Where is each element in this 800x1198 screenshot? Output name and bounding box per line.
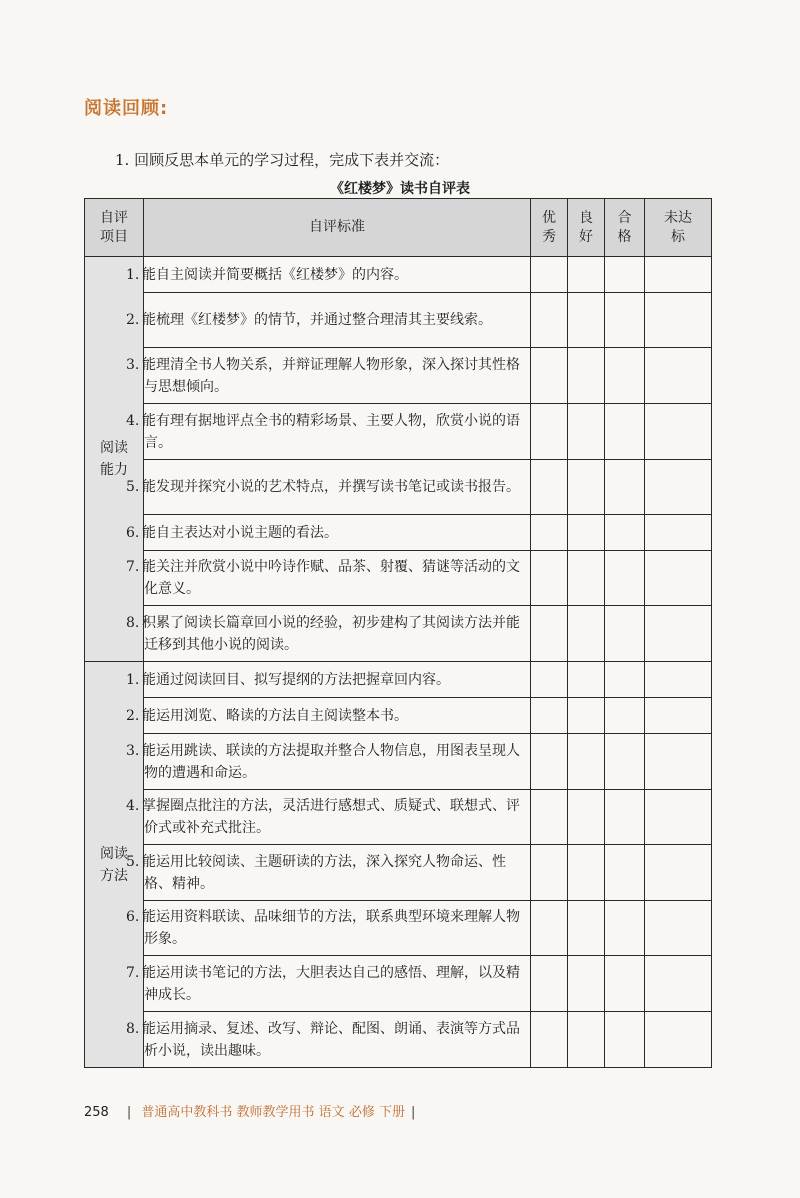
rating-good-cell[interactable] (568, 293, 605, 348)
rating-fail-cell[interactable] (645, 790, 712, 845)
table-row (85, 515, 712, 551)
self-evaluation-table (84, 198, 712, 1068)
rating-good-cell[interactable] (568, 1012, 605, 1068)
header-fail: 未达 标 (645, 199, 712, 257)
table-title: 《红楼梦》读书自评表 (330, 181, 470, 197)
header-excellent: 优 秀 (531, 199, 568, 257)
criterion-number: 7. (126, 964, 140, 981)
header-criteria: 自评标准 (144, 199, 531, 257)
criterion-text: 能运用比较阅读、主题研读的方法，深入探究人物命运、性格、精神。 (142, 853, 506, 892)
table-row (85, 662, 712, 698)
criterion-number: 4. (126, 412, 140, 429)
criterion-cell (126, 845, 531, 901)
rating-good-cell[interactable] (568, 662, 605, 698)
rating-excellent-cell[interactable] (531, 348, 568, 404)
criterion-number: 8. (126, 614, 140, 631)
rating-good-cell[interactable] (568, 901, 605, 956)
criterion-cell (126, 734, 531, 790)
rating-good-cell[interactable] (568, 790, 605, 845)
criterion-text: 能通过阅读回目、拟写提纲的方法把握章回内容。 (142, 671, 450, 688)
criterion-cell (126, 956, 531, 1012)
rating-fail-cell[interactable] (645, 956, 712, 1012)
table-row (85, 460, 712, 515)
group-label-line: 阅读 (100, 845, 128, 862)
criterion-number: 3. (126, 356, 140, 373)
table-row (85, 606, 712, 662)
group-label-line: 方法 (100, 867, 128, 884)
criterion-cell (126, 348, 531, 404)
rating-excellent-cell[interactable] (531, 515, 568, 551)
rating-excellent-cell[interactable] (531, 1012, 568, 1068)
rating-good-cell[interactable] (568, 515, 605, 551)
table-row (85, 956, 712, 1012)
criterion-cell (126, 293, 531, 348)
rating-excellent-cell[interactable] (531, 662, 568, 698)
rating-good-cell[interactable] (568, 551, 605, 606)
rating-pass-cell[interactable] (605, 293, 645, 348)
rating-good-cell[interactable] (568, 698, 605, 734)
criterion-cell (126, 790, 531, 845)
criterion-cell (126, 257, 531, 293)
table-header-row (85, 199, 712, 257)
rating-fail-cell[interactable] (645, 515, 712, 551)
rating-fail-cell[interactable] (645, 460, 712, 515)
criterion-number: 2. (126, 312, 140, 328)
rating-fail-cell[interactable] (645, 1012, 712, 1068)
rating-good-cell[interactable] (568, 257, 605, 293)
rating-good-cell[interactable] (568, 460, 605, 515)
criterion-cell (126, 515, 531, 551)
criterion-cell (126, 1012, 531, 1068)
header-pass: 合 格 (605, 199, 645, 257)
rating-excellent-cell[interactable] (531, 551, 568, 606)
rating-pass-cell[interactable] (605, 790, 645, 845)
rating-good-cell[interactable] (568, 606, 605, 662)
rating-excellent-cell[interactable] (531, 606, 568, 662)
footer-separator: | (410, 1105, 416, 1120)
criterion-cell (126, 606, 531, 662)
criterion-text: 能理清全书人物关系，并辩证理解人物形象，深入探讨其性格与思想倾向。 (142, 356, 520, 395)
table-row (85, 348, 712, 404)
criterion-cell (126, 662, 531, 698)
criterion-text: 积累了阅读长篇章回小说的经验，初步建构了其阅读方法并能迁移到其他小说的阅读。 (142, 614, 520, 653)
rating-excellent-cell[interactable] (531, 901, 568, 956)
criterion-number: 1. (126, 671, 140, 688)
table-body (85, 257, 712, 1068)
rating-excellent-cell[interactable] (531, 790, 568, 845)
criterion-text: 能自主阅读并简要概括《红楼梦》的内容。 (142, 266, 408, 283)
rating-pass-cell[interactable] (605, 551, 645, 606)
rating-fail-cell[interactable] (645, 845, 712, 901)
criterion-text: 能运用跳读、联读的方法提取并整合人物信息，用图表呈现人物的遭遇和命运。 (142, 742, 520, 781)
rating-pass-cell[interactable] (605, 257, 645, 293)
table-row (85, 293, 712, 348)
rating-fail-cell[interactable] (645, 606, 712, 662)
table-row (85, 257, 712, 293)
rating-good-cell[interactable] (568, 734, 605, 790)
table-row (85, 698, 712, 734)
table-row (85, 551, 712, 606)
rating-good-cell[interactable] (568, 956, 605, 1012)
rating-fail-cell[interactable] (645, 348, 712, 404)
criterion-text: 能运用浏览、略读的方法自主阅读整本书。 (142, 707, 408, 724)
criterion-number: 5. (126, 479, 140, 495)
criterion-cell (126, 404, 531, 460)
rating-fail-cell[interactable] (645, 901, 712, 956)
rating-fail-cell[interactable] (645, 734, 712, 790)
page-number: 258 (84, 1105, 109, 1120)
rating-pass-cell[interactable] (605, 845, 645, 901)
criterion-text: 能运用读书笔记的方法，大胆表达自己的感悟、理解，以及精神成长。 (142, 964, 520, 1003)
rating-fail-cell[interactable] (645, 293, 712, 348)
criterion-number: 6. (126, 524, 140, 541)
rating-excellent-cell[interactable] (531, 845, 568, 901)
criterion-number: 3. (126, 742, 140, 759)
table-row (85, 790, 712, 845)
rating-pass-cell[interactable] (605, 1012, 645, 1068)
footer-book-type: 教师教学用书 (236, 1105, 315, 1120)
criterion-cell (126, 460, 531, 515)
rating-pass-cell[interactable] (605, 662, 645, 698)
footer-book-series: 普通高中教科书 (141, 1105, 233, 1120)
rating-excellent-cell[interactable] (531, 460, 568, 515)
rating-pass-cell[interactable] (605, 515, 645, 551)
rating-excellent-cell[interactable] (531, 734, 568, 790)
criterion-number: 5. (126, 853, 140, 870)
criterion-text: 能有理有据地评点全书的精彩场景、主要人物，欣赏小说的语言。 (142, 412, 520, 451)
rating-pass-cell[interactable] (605, 698, 645, 734)
rating-excellent-cell[interactable] (531, 698, 568, 734)
header-item: 自评 项目 (85, 199, 144, 257)
table-row (85, 1012, 712, 1068)
criterion-cell (126, 901, 531, 956)
criterion-text: 能梳理《红楼梦》的情节，并通过整合理清其主要线索。 (142, 312, 492, 328)
rating-fail-cell[interactable] (645, 551, 712, 606)
page-footer (84, 1101, 421, 1120)
table-row (85, 404, 712, 460)
criterion-text: 能运用摘录、复述、改写、辩论、配图、朗诵、表演等方式品析小说，读出趣味。 (142, 1020, 520, 1059)
footer-separator: | (126, 1105, 132, 1120)
instruction-text: 1. 回顾反思本单元的学习过程，完成下表并交流： (115, 151, 450, 169)
rating-pass-cell[interactable] (605, 901, 645, 956)
rating-excellent-cell[interactable] (531, 257, 568, 293)
table-row (85, 845, 712, 901)
rating-pass-cell[interactable] (605, 956, 645, 1012)
rating-fail-cell[interactable] (645, 662, 712, 698)
rating-pass-cell[interactable] (605, 460, 645, 515)
criterion-cell (126, 698, 531, 734)
footer-subject: 语文 (318, 1105, 345, 1120)
criterion-number: 8. (126, 1020, 140, 1037)
rating-fail-cell[interactable] (645, 698, 712, 734)
section-heading: 阅读回顾: (84, 98, 169, 119)
criterion-text: 能运用资料联读、品味细节的方法，联系典型环境来理解人物形象。 (142, 909, 520, 947)
criterion-number: 7. (126, 559, 140, 575)
rating-good-cell[interactable] (568, 348, 605, 404)
criterion-text: 能自主表达对小说主题的看法。 (142, 524, 338, 541)
rating-good-cell[interactable] (568, 404, 605, 460)
rating-fail-cell[interactable] (645, 404, 712, 460)
group-label-line: 能力 (100, 462, 128, 478)
rating-pass-cell[interactable] (605, 606, 645, 662)
criterion-number: 1. (126, 266, 140, 283)
criterion-number: 6. (126, 909, 140, 925)
group-label-line: 阅读 (100, 440, 128, 456)
table-row (85, 901, 712, 956)
rating-pass-cell[interactable] (605, 734, 645, 790)
criterion-number: 2. (126, 707, 140, 724)
criterion-cell (126, 551, 531, 606)
criterion-text: 能发现并探究小说的艺术特点，并撰写读书笔记或读书报告。 (142, 479, 520, 495)
header-good: 良 好 (568, 199, 605, 257)
rating-excellent-cell[interactable] (531, 404, 568, 460)
criterion-text: 掌握圈点批注的方法，灵活进行感想式、质疑式、联想式、评价式或补充式批注。 (142, 798, 520, 836)
rating-excellent-cell[interactable] (531, 293, 568, 348)
rating-pass-cell[interactable] (605, 348, 645, 404)
rating-fail-cell[interactable] (645, 257, 712, 293)
table-row (85, 734, 712, 790)
footer-volume: 必修 下册 (348, 1105, 405, 1120)
rating-excellent-cell[interactable] (531, 956, 568, 1012)
criterion-text: 能关注并欣赏小说中吟诗作赋、品茶、射覆、猜谜等活动的文化意义。 (142, 559, 520, 597)
rating-pass-cell[interactable] (605, 404, 645, 460)
criterion-number: 4. (126, 798, 140, 814)
rating-good-cell[interactable] (568, 845, 605, 901)
